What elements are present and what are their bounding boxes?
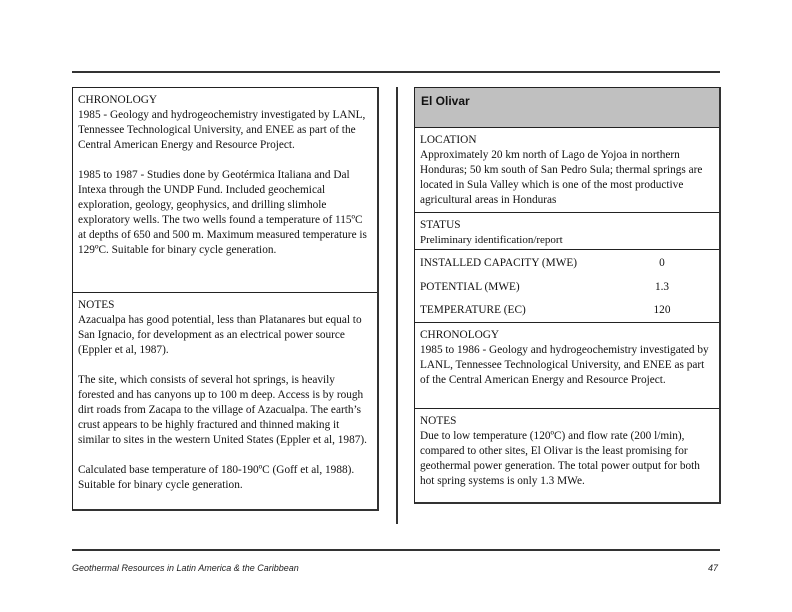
- status-section: [415, 213, 719, 250]
- site-title: El Olivar: [415, 88, 719, 128]
- notes-entry: Calculated base temperature of 180-190ºC (Goff et al, 1988). Suitable for binary cycle generation.: [78, 464, 355, 491]
- metric-label: TEMPERATURE (ЕC): [420, 304, 526, 317]
- notes-section: [415, 409, 719, 493]
- metric-row-installed-capacity: [420, 252, 714, 276]
- notes-heading: NOTES: [78, 299, 115, 311]
- metric-row-temperature: [420, 299, 714, 323]
- metric-value: 120: [653, 304, 671, 317]
- notes-entry: The site, which consists of several hot springs, is heavily forested and has canyons up to 100 m deep. Access is by rough dirt roads from Zacapa to the village of Azacualpa. The earth’s crust appears to be highly fractured and thinned making it similar to sites in the western United States (Eppler et al, 1987).: [78, 374, 367, 446]
- chronology-entry: 1985 to 1987 - Studies done by Geotérmica Italiana and Dal Intexa through the UNDP Fund. Included geochemical exploration, geology, geophysics, and drilling slimhole exploratory wells. The two wells found a temperature of 115ºC at depths of 650 and 500 m. Maximum measured temperature is 129ºC. Suitable for binary cycle generation.: [78, 169, 367, 256]
- location-heading: LOCATION: [420, 134, 477, 146]
- chronology-heading: CHRONOLOGY: [420, 329, 500, 341]
- metric-value: 1.3: [654, 280, 670, 293]
- metric-label: INSTALLED CAPACITY (MWE): [420, 257, 578, 270]
- header-rule: [72, 71, 720, 73]
- metric-row-potential: [420, 276, 714, 300]
- location-text: Approximately 20 km north of Lago de Yojoa in northern Honduras; 50 km south of San Pedro Sula; thermal springs are located in Sula Valley which is one of the most productive agricultural areas in Honduras: [420, 149, 703, 206]
- chronology-entry: 1985 - Geology and hydrogeochemistry investigated by LANL, Tennessee Technological University, and ENEE as part of the Central American Energy and Resource Project.: [78, 109, 366, 151]
- notes-section: [73, 293, 377, 497]
- footer-rule: [72, 549, 720, 551]
- azacualpa-continuation-panel: [72, 87, 379, 511]
- status-text: Preliminary identification/report: [420, 234, 563, 246]
- metric-label: POTENTIAL (MWE): [420, 280, 520, 293]
- chronology-section: [73, 88, 377, 293]
- el-olivar-panel: [414, 87, 721, 504]
- chronology-heading: CHRONOLOGY: [78, 94, 158, 106]
- metrics-section: [415, 250, 719, 323]
- location-section: [415, 128, 719, 213]
- notes-entry: Azacualpa has good potential, less than Platanares but equal to San Ignacio, for development as an electrical power source (Eppler et al, 1987).: [78, 314, 362, 356]
- notes-text: Due to low temperature (120ºC) and flow rate (200 l/min), compared to other sites, El Olivar is the least promising for geothermal power generation. The total power output for both hot spring systems is only 1.3 MWe.: [420, 430, 700, 487]
- chronology-section: [415, 323, 719, 409]
- page-number: 47: [708, 563, 719, 573]
- footer-title: Geothermal Resources in Latin America & the Caribbean: [72, 563, 299, 573]
- column-divider: [396, 87, 398, 524]
- metric-value: 0: [659, 257, 665, 270]
- notes-heading: NOTES: [420, 415, 457, 427]
- chronology-text: 1985 to 1986 - Geology and hydrogeochemistry investigated by LANL, Tennessee Technological University, and ENEE as part of the Central American Energy and Resource Project.: [420, 344, 709, 386]
- status-heading: STATUS: [420, 219, 461, 231]
